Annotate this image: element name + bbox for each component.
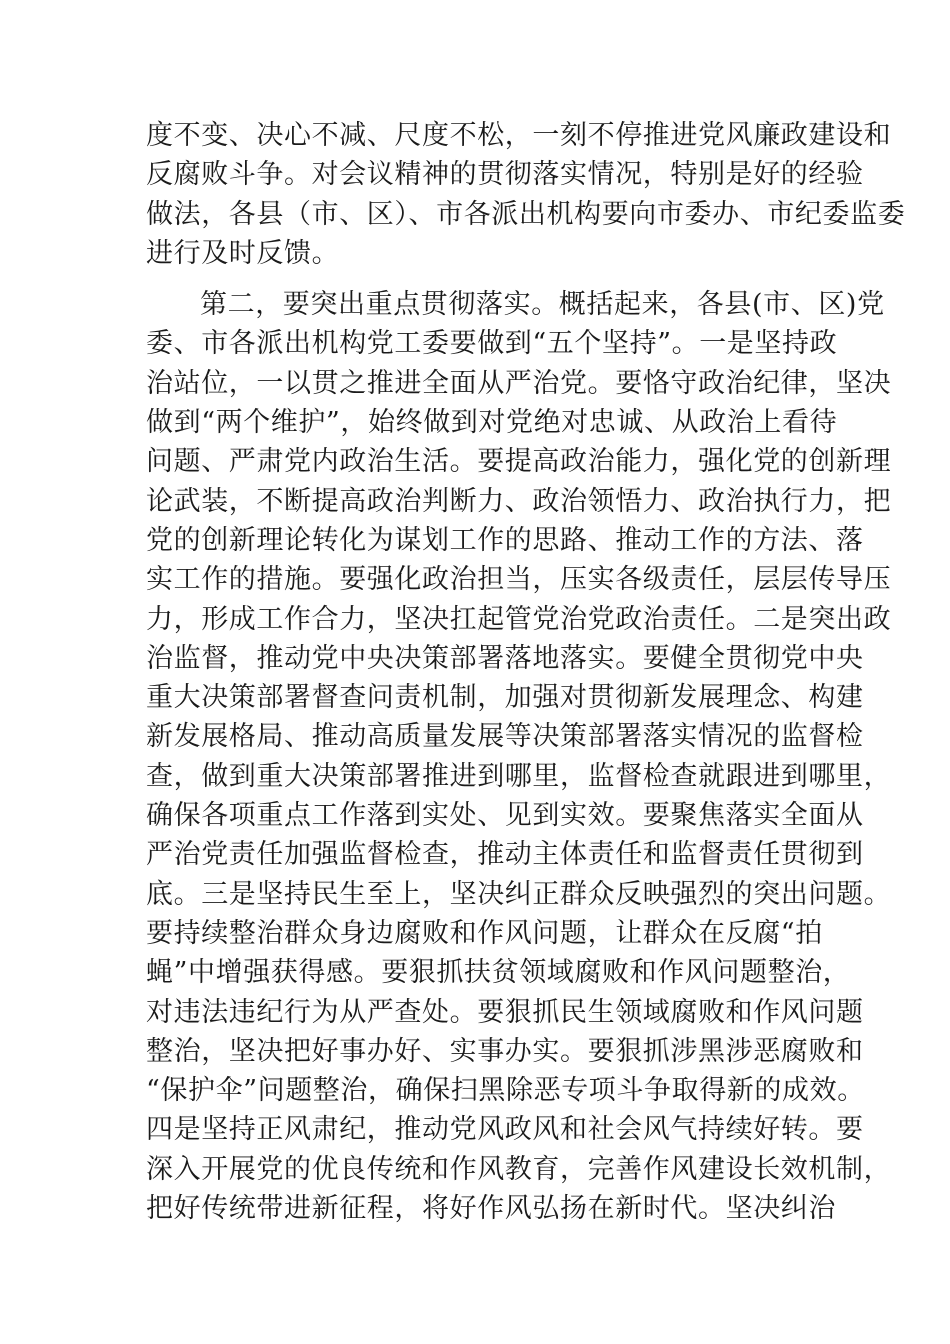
body-text xyxy=(146,116,906,1228)
text-line: 把好传统带进新征程，将好作风弘扬在新时代。坚决纠治 xyxy=(146,1193,836,1225)
text-line: 实工作的措施。要强化政治担当，压实各级责任，层层传导压 xyxy=(146,564,892,596)
text-line: 进行及时反馈。 xyxy=(146,237,340,269)
text-line: 第二，要突出重点贯彻落实。概括起来，各县(市、区)党 xyxy=(200,289,885,321)
text-line: 严治党责任加强监督检查，推动主体责任和监督责任贯彻到 xyxy=(146,839,864,871)
text-line: 度不变、决心不减、尺度不松，一刻不停推进党风廉政建设和 xyxy=(146,120,892,151)
paragraph-1 xyxy=(146,116,906,273)
text-line: “保护伞”问题整治，确保扫黑除恶专项斗争取得新的成效。 xyxy=(146,1075,865,1107)
text-line: 党的创新理论转化为谋划工作的思路、推动工作的方法、落 xyxy=(146,524,864,556)
text-line: 底。三是坚持民生至上，坚决纠正群众反映强烈的突出问题。 xyxy=(146,878,892,910)
text-line: 确保各项重点工作落到实处、见到实效。要聚焦落实全面从 xyxy=(146,800,864,832)
text-line: 新发展格局、推动高质量发展等决策部署落实情况的监督检 xyxy=(146,721,864,753)
text-line: 力，形成工作合力，坚决扛起管党治党政治责任。二是突出政 xyxy=(146,603,892,635)
text-line: 对违法违纪行为从严查处。要狠抓民生领域腐败和作风问题 xyxy=(146,996,864,1028)
text-line: 重大决策部署督查问责机制，加强对贯彻新发展理念、构建 xyxy=(146,682,864,714)
text-line: 要持续整治群众身边腐败和作风问题，让群众在反腐“拍 xyxy=(146,917,823,949)
text-line: 论武装，不断提高政治判断力、政治领悟力、政治执行力，把 xyxy=(146,485,892,517)
text-line: 问题、严肃党内政治生活。要提高政治能力，强化党的创新理 xyxy=(146,446,892,478)
text-line: 治站位，一以贯之推进全面从严治党。要恪守政治纪律，坚决 xyxy=(146,367,892,399)
paragraph-gap xyxy=(146,273,810,285)
text-line: 四是坚持正风肃纪，推动党风政风和社会风气持续好转。要 xyxy=(146,1114,864,1146)
text-line: 蝇”中增强获得感。要狠抓扶贫领域腐败和作风问题整治， xyxy=(146,957,851,989)
text-line: 做到“两个维护”，始终做到对党绝对忠诚、从政治上看待 xyxy=(146,407,838,439)
text-line: 委、市各派出机构党工委要做到“五个坚持”。一是坚持政 xyxy=(146,328,838,360)
text-line: 反腐败斗争。对会议精神的贯彻落实情况，特别是好的经验 xyxy=(146,159,864,191)
paragraph-2 xyxy=(146,285,892,1228)
text-line: 治监督，推动党中央决策部署落地落实。要健全贯彻党中央 xyxy=(146,642,864,674)
text-line: 整治，坚决把好事办好、实事办实。要狠抓涉黑涉恶腐败和 xyxy=(146,1035,864,1067)
text-line: 深入开展党的优良传统和作风教育，完善作风建设长效机制， xyxy=(146,1153,892,1185)
text-line: 查，做到重大决策部署推进到哪里，监督检查就跟进到哪里， xyxy=(146,760,892,792)
text-line: 做法，各县（市、区）、市各派出机构要向市委办、市纪委监委 xyxy=(146,198,906,230)
